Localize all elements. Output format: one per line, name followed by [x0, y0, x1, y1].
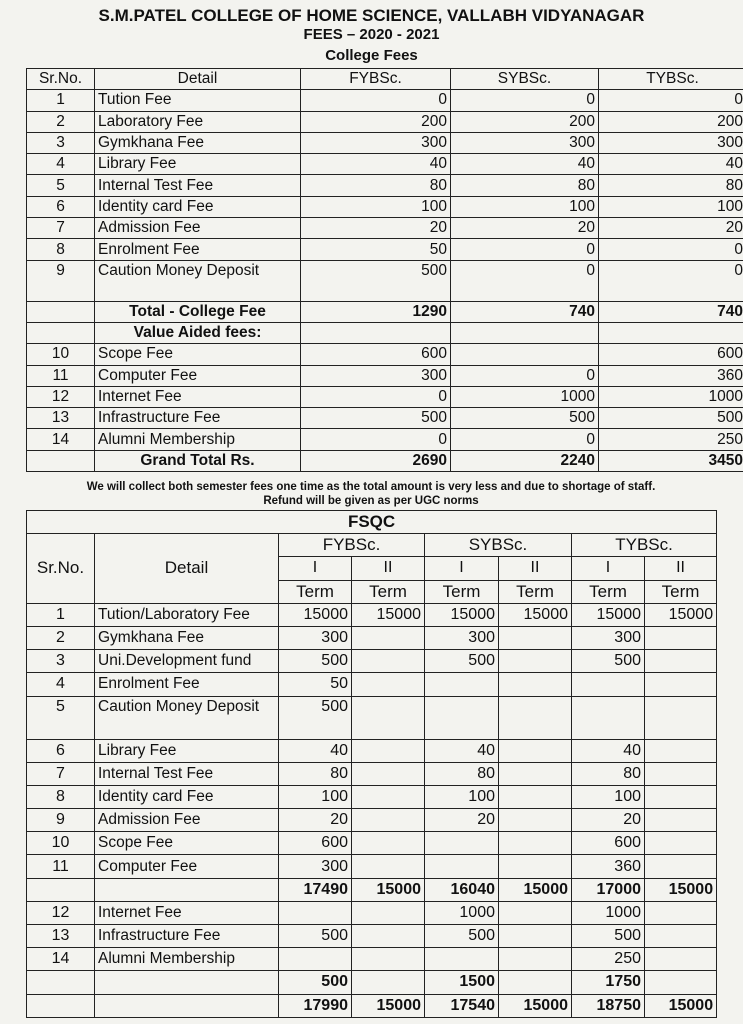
fsqc-detail: Caution Money Deposit [95, 696, 279, 739]
fee-ty: 600 [599, 344, 743, 365]
fee-fy: 0 [301, 90, 451, 111]
fee-fy: 300 [301, 365, 451, 386]
fsqc-value: 500 [279, 925, 352, 948]
fsqc-value [352, 925, 425, 948]
fsqc-value: 20 [279, 809, 352, 832]
detail-empty [95, 971, 279, 994]
fsqc-value: 600 [279, 832, 352, 855]
term-number: I [279, 557, 352, 580]
sr-no: 6 [27, 196, 95, 217]
fee-row [27, 365, 743, 386]
fsqc-value [352, 626, 425, 649]
fee-fy: 200 [301, 111, 451, 132]
sr-no: 12 [27, 386, 95, 407]
grand-total-ty: 3450 [599, 450, 743, 471]
fsqc-value [499, 739, 572, 762]
fsqc-value [499, 809, 572, 832]
grand-total-fy: 2690 [301, 450, 451, 471]
sr-no: 4 [27, 154, 95, 175]
fee-row [27, 196, 743, 217]
total-value: 15000 [352, 994, 425, 1017]
sr-no: 13 [27, 925, 95, 948]
column-header: TYBSc. [599, 69, 743, 90]
fee-detail: Infrastructure Fee [95, 408, 301, 429]
fsqc-value [352, 785, 425, 808]
term-word: Term [279, 580, 352, 603]
fsqc-value: 80 [425, 762, 499, 785]
sr-no-empty [27, 322, 95, 343]
fsqc-value [499, 626, 572, 649]
fee-fy: 500 [301, 408, 451, 429]
total-value [499, 971, 572, 994]
total-label: Total - College Fee [95, 301, 301, 322]
fsqc-detail: Library Fee [95, 739, 279, 762]
fsqc-sr-header: Sr.No. [27, 534, 95, 604]
empty-cell [599, 322, 743, 343]
fee-fy: 80 [301, 175, 451, 196]
note-line-2: Refund will be given as per UGC norms [263, 495, 479, 507]
fee-row [27, 344, 743, 365]
fee-sy: 0 [451, 365, 599, 386]
fsqc-detail: Gymkhana Fee [95, 626, 279, 649]
fsqc-value [352, 673, 425, 696]
fsqc-value: 250 [572, 948, 645, 971]
college-fees-heading: College Fees [325, 47, 418, 64]
fsqc-value [645, 901, 717, 924]
sr-no: 12 [27, 901, 95, 924]
fee-detail: Internal Test Fee [95, 175, 301, 196]
total-fy: 1290 [301, 301, 451, 322]
fsqc-value: 500 [572, 650, 645, 673]
term-number: I [425, 557, 499, 580]
fee-sy: 0 [451, 239, 599, 260]
empty-cell [451, 322, 599, 343]
sr-no: 14 [27, 429, 95, 450]
fee-row [27, 239, 743, 260]
fsqc-detail: Enrolment Fee [95, 673, 279, 696]
fsqc-value [572, 696, 645, 739]
fsqc-value [425, 673, 499, 696]
total-value [645, 971, 717, 994]
column-header: Sr.No. [27, 69, 95, 90]
fee-fy: 600 [301, 344, 451, 365]
fsqc-value [352, 901, 425, 924]
total-value: 1750 [572, 971, 645, 994]
fsqc-value [499, 901, 572, 924]
fsqc-row [27, 626, 717, 649]
fee-row [27, 132, 743, 153]
fsqc-value [499, 785, 572, 808]
fsqc-value [499, 948, 572, 971]
fsqc-value [352, 739, 425, 762]
fsqc-value [645, 762, 717, 785]
sr-no: 14 [27, 948, 95, 971]
fee-detail: Caution Money Deposit [95, 260, 301, 301]
fsqc-value: 15000 [499, 603, 572, 626]
fsqc-row [27, 809, 717, 832]
college-fees-table [26, 68, 743, 472]
fsqc-detail: Tution/Laboratory Fee [95, 603, 279, 626]
fee-row [27, 408, 743, 429]
fee-fy: 20 [301, 218, 451, 239]
sr-no: 3 [27, 650, 95, 673]
fee-sy: 500 [451, 408, 599, 429]
fsqc-row [27, 901, 717, 924]
fsqc-row [27, 855, 717, 878]
fsqc-table [26, 510, 717, 1018]
fee-row [27, 218, 743, 239]
sr-no-empty [27, 301, 95, 322]
fee-notes [26, 480, 716, 508]
fsqc-detail: Identity card Fee [95, 785, 279, 808]
sr-no: 7 [27, 762, 95, 785]
value-aided-title: Value Aided fees: [95, 322, 301, 343]
fsqc-value: 500 [572, 925, 645, 948]
total-value: 15000 [645, 994, 717, 1017]
fee-sy: 80 [451, 175, 599, 196]
fee-detail: Identity card Fee [95, 196, 301, 217]
sr-no: 5 [27, 175, 95, 196]
total-value: 17000 [572, 878, 645, 901]
grand-total-row [27, 450, 743, 471]
fsqc-value: 100 [279, 785, 352, 808]
fsqc-detail: Scope Fee [95, 832, 279, 855]
fsqc-value [645, 673, 717, 696]
fee-detail: Computer Fee [95, 365, 301, 386]
fsqc-value: 40 [425, 739, 499, 762]
fee-sy: 100 [451, 196, 599, 217]
fsqc-value [352, 650, 425, 673]
year-header: TYBSc. [572, 534, 717, 557]
fsqc-row [27, 696, 717, 739]
fee-ty: 0 [599, 239, 743, 260]
sr-no: 3 [27, 132, 95, 153]
sr-no: 13 [27, 408, 95, 429]
fsqc-detail-header: Detail [95, 534, 279, 604]
fsqc-row [27, 650, 717, 673]
fee-ty: 200 [599, 111, 743, 132]
total-value: 1500 [425, 971, 499, 994]
fsqc-value: 15000 [425, 603, 499, 626]
fsqc-detail: Internet Fee [95, 901, 279, 924]
fsqc-value [645, 739, 717, 762]
fee-ty: 40 [599, 154, 743, 175]
fee-detail: Internet Fee [95, 386, 301, 407]
fsqc-value: 20 [572, 809, 645, 832]
fsqc-value: 300 [425, 626, 499, 649]
fsqc-value [425, 832, 499, 855]
fsqc-value: 80 [279, 762, 352, 785]
sr-no: 8 [27, 785, 95, 808]
fsqc-detail: Alumni Membership [95, 948, 279, 971]
fsqc-row [27, 762, 717, 785]
fsqc-value [645, 626, 717, 649]
fsqc-row [27, 948, 717, 971]
term-number: II [645, 557, 717, 580]
column-header: SYBSc. [451, 69, 599, 90]
fsqc-value [352, 696, 425, 739]
fee-row [27, 90, 743, 111]
fsqc-value [352, 948, 425, 971]
fsqc-row [27, 673, 717, 696]
fsqc-value [572, 673, 645, 696]
fsqc-value [499, 925, 572, 948]
total-value: 16040 [425, 878, 499, 901]
fee-detail: Laboratory Fee [95, 111, 301, 132]
term-number: II [499, 557, 572, 580]
fee-sy: 200 [451, 111, 599, 132]
fsqc-value [645, 785, 717, 808]
year-header: FYBSc. [279, 534, 425, 557]
fsqc-value [499, 855, 572, 878]
sr-no: 8 [27, 239, 95, 260]
fee-ty: 1000 [599, 386, 743, 407]
sr-no: 1 [27, 90, 95, 111]
fsqc-detail: Admission Fee [95, 809, 279, 832]
fee-row [27, 260, 743, 301]
fsqc-value [645, 855, 717, 878]
detail-empty [95, 878, 279, 901]
note-line-1: We will collect both semester fees one time as the total amount is very less and due to shortage of staff. [86, 481, 656, 493]
fee-fy: 50 [301, 239, 451, 260]
sr-no: 6 [27, 739, 95, 762]
sr-no: 2 [27, 626, 95, 649]
fee-detail: Admission Fee [95, 218, 301, 239]
fsqc-value: 500 [279, 650, 352, 673]
fsqc-value: 100 [425, 785, 499, 808]
column-header: Detail [95, 69, 301, 90]
sr-no: 2 [27, 111, 95, 132]
fsqc-value: 300 [279, 626, 352, 649]
fee-detail: Alumni Membership [95, 429, 301, 450]
fsqc-value: 80 [572, 762, 645, 785]
sr-no-empty [27, 878, 95, 901]
fsqc-detail: Infrastructure Fee [95, 925, 279, 948]
fsqc-row [27, 785, 717, 808]
college-fees-header-row [27, 69, 743, 90]
fee-ty: 80 [599, 175, 743, 196]
fsqc-title: FSQC [27, 511, 717, 534]
term-word: Term [425, 580, 499, 603]
fee-row [27, 154, 743, 175]
fee-ty: 360 [599, 365, 743, 386]
grand-total-label: Grand Total Rs. [95, 450, 301, 471]
fsqc-value [645, 948, 717, 971]
sr-no-empty [27, 971, 95, 994]
fee-detail: Scope Fee [95, 344, 301, 365]
sr-no-empty [27, 450, 95, 471]
fsqc-value [645, 696, 717, 739]
fee-row [27, 175, 743, 196]
fsqc-row [27, 832, 717, 855]
term-word: Term [352, 580, 425, 603]
grand-total-sy: 2240 [451, 450, 599, 471]
sr-no: 10 [27, 832, 95, 855]
detail-empty [95, 994, 279, 1017]
total-value: 18750 [572, 994, 645, 1017]
sr-no: 4 [27, 673, 95, 696]
fsqc-value: 15000 [572, 603, 645, 626]
fee-fy: 40 [301, 154, 451, 175]
column-header: FYBSc. [301, 69, 451, 90]
fsqc-value: 500 [279, 696, 352, 739]
total-value: 17540 [425, 994, 499, 1017]
fsqc-value [645, 650, 717, 673]
fsqc-subtotal-row [27, 878, 717, 901]
fee-sy: 20 [451, 218, 599, 239]
fee-sy: 0 [451, 429, 599, 450]
fee-detail: Enrolment Fee [95, 239, 301, 260]
fee-fy: 0 [301, 429, 451, 450]
sr-no: 11 [27, 365, 95, 386]
fsqc-value: 15000 [279, 603, 352, 626]
fsqc-row [27, 925, 717, 948]
term-number: II [352, 557, 425, 580]
total-value: 15000 [645, 878, 717, 901]
fee-detail: Tution Fee [95, 90, 301, 111]
fsqc-value: 15000 [352, 603, 425, 626]
fee-detail: Library Fee [95, 154, 301, 175]
fsqc-row [27, 603, 717, 626]
sr-no: 7 [27, 218, 95, 239]
fsqc-value: 1000 [425, 901, 499, 924]
fee-sy: 40 [451, 154, 599, 175]
institution-title: S.M.PATEL COLLEGE OF HOME SCIENCE, VALLABH VIDYANAGAR [98, 6, 645, 25]
fsqc-value [279, 901, 352, 924]
total-value: 15000 [499, 878, 572, 901]
fsqc-value [425, 855, 499, 878]
total-value [352, 971, 425, 994]
total-value: 17990 [279, 994, 352, 1017]
sr-no: 11 [27, 855, 95, 878]
fsqc-value: 20 [425, 809, 499, 832]
fee-ty: 0 [599, 260, 743, 301]
fsqc-value: 360 [572, 855, 645, 878]
fsqc-value [499, 650, 572, 673]
fsqc-value [425, 696, 499, 739]
fsqc-detail: Uni.Development fund [95, 650, 279, 673]
fsqc-value [352, 762, 425, 785]
fsqc-value [352, 809, 425, 832]
total-value: 500 [279, 971, 352, 994]
term-number: I [572, 557, 645, 580]
total-ty: 740 [599, 301, 743, 322]
total-value: 15000 [352, 878, 425, 901]
fsqc-value [425, 948, 499, 971]
fee-ty: 100 [599, 196, 743, 217]
fsqc-year-row [27, 534, 717, 557]
fsqc-value: 40 [279, 739, 352, 762]
value-aided-row [27, 322, 743, 343]
fees-year: FEES – 2020 - 2021 [303, 26, 440, 43]
fsqc-value: 40 [572, 739, 645, 762]
fee-sy: 300 [451, 132, 599, 153]
fsqc-value [352, 855, 425, 878]
fsqc-row [27, 739, 717, 762]
sr-no: 5 [27, 696, 95, 739]
fee-ty: 0 [599, 90, 743, 111]
fsqc-subtotal2-row [27, 971, 717, 994]
fsqc-value [499, 673, 572, 696]
fsqc-value: 500 [425, 925, 499, 948]
fsqc-value: 500 [425, 650, 499, 673]
term-word: Term [499, 580, 572, 603]
fee-sy: 0 [451, 260, 599, 301]
sr-no: 1 [27, 603, 95, 626]
fsqc-value: 15000 [645, 603, 717, 626]
fee-sy: 0 [451, 90, 599, 111]
fsqc-value: 100 [572, 785, 645, 808]
fee-row [27, 429, 743, 450]
fsqc-value: 600 [572, 832, 645, 855]
fsqc-value [645, 809, 717, 832]
sr-no: 9 [27, 809, 95, 832]
fsqc-value [499, 832, 572, 855]
fsqc-grand-total-row [27, 994, 717, 1017]
fee-ty: 250 [599, 429, 743, 450]
fsqc-detail: Internal Test Fee [95, 762, 279, 785]
fee-fy: 300 [301, 132, 451, 153]
total-value: 17490 [279, 878, 352, 901]
fsqc-value: 50 [279, 673, 352, 696]
fsqc-detail: Computer Fee [95, 855, 279, 878]
total-sy: 740 [451, 301, 599, 322]
fee-row [27, 111, 743, 132]
fee-fy: 500 [301, 260, 451, 301]
fsqc-value: 300 [572, 626, 645, 649]
sr-no: 10 [27, 344, 95, 365]
total-row [27, 301, 743, 322]
fsqc-value [499, 696, 572, 739]
fsqc-value [645, 925, 717, 948]
fsqc-value: 1000 [572, 901, 645, 924]
fee-detail: Gymkhana Fee [95, 132, 301, 153]
fsqc-value [645, 832, 717, 855]
fee-sy [451, 344, 599, 365]
term-word: Term [572, 580, 645, 603]
fee-fy: 0 [301, 386, 451, 407]
fsqc-title-row [27, 511, 717, 534]
total-value: 15000 [499, 994, 572, 1017]
fee-fy: 100 [301, 196, 451, 217]
empty-cell [301, 322, 451, 343]
fee-ty: 20 [599, 218, 743, 239]
sr-no-empty [27, 994, 95, 1017]
fee-ty: 300 [599, 132, 743, 153]
fsqc-value [279, 948, 352, 971]
fsqc-value: 300 [279, 855, 352, 878]
fee-sy: 1000 [451, 386, 599, 407]
year-header: SYBSc. [425, 534, 572, 557]
term-word: Term [645, 580, 717, 603]
fee-row [27, 386, 743, 407]
fsqc-value [352, 832, 425, 855]
sr-no: 9 [27, 260, 95, 301]
fsqc-value [499, 762, 572, 785]
fee-ty: 500 [599, 408, 743, 429]
